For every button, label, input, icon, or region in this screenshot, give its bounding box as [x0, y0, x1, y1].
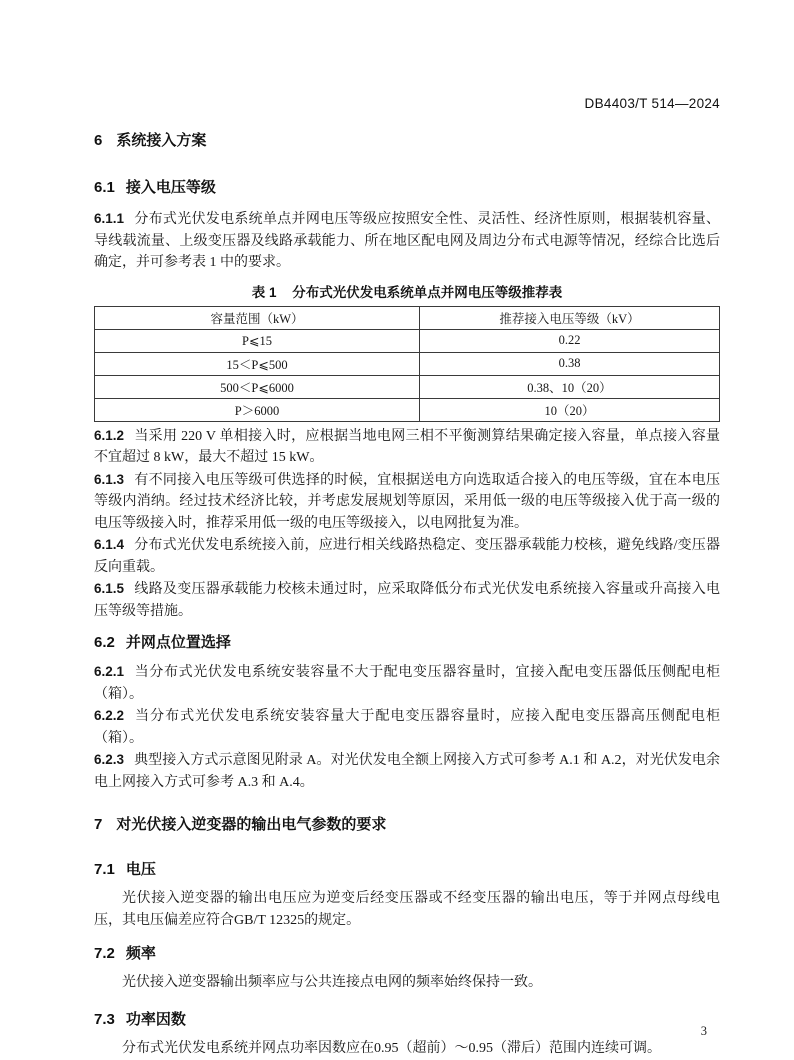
clause-number: 6.2.2	[94, 708, 125, 723]
section-7-3-heading	[94, 1011, 720, 1029]
clause-number: 6.2.3	[94, 752, 125, 767]
cell-voltage: 0.38	[420, 352, 720, 375]
paragraph-7-3: 分布式光伏发电系统并网点功率因数应在0.95（超前）～0.95（滞后）范围内连续可调。	[122, 1041, 661, 1056]
clause-text: 当分布式光伏发电系统安装容量不大于配电变压器容量时，宜接入配电变压器低压侧配电柜（箱）。	[94, 665, 720, 702]
table-row	[95, 329, 720, 352]
section-7-2-heading	[94, 945, 720, 963]
clause-number: 6.1.4	[94, 537, 125, 552]
section-7-1-heading	[94, 861, 720, 879]
cell-capacity: 500＜P⩽6000	[95, 375, 420, 398]
clause-6-2-1	[94, 661, 720, 705]
clause-text: 典型接入方式示意图见附录 A。对光伏发电全额上网接入方式可参考 A.1 和 A.2，对光伏发电余电上网接入方式可参考 A.3 和 A.4。	[94, 753, 720, 790]
clause-number: 6.1.5	[94, 581, 125, 596]
clause-number: 6.1.2	[94, 427, 125, 443]
section-6-2-heading	[94, 634, 720, 652]
section-title: 对光伏接入逆变器的输出电气参数的要求	[116, 816, 387, 833]
section-number: 7	[94, 816, 103, 833]
table-caption-title: 分布式光伏发电系统单点并网电压等级推荐表	[292, 284, 563, 300]
cell-capacity: 15＜P⩽500	[95, 352, 420, 375]
clause-6-1-5	[94, 578, 720, 622]
cell-capacity: P⩽15	[95, 329, 420, 352]
clause-text: 当分布式光伏发电系统安装容量大于配电变压器容量时，应接入配电变压器高压侧配电柜（箱）。	[94, 709, 720, 746]
section-title: 并网点位置选择	[125, 634, 231, 651]
clause-text: 当采用 220 V 单相接入时，应根据当地电网三相不平衡测算结果确定接入容量，单点接入容量不宜超过 8 kW，最大不超过 15 kW。	[94, 428, 720, 465]
section-title: 功率因数	[125, 1011, 186, 1028]
clause-6-2-3	[94, 749, 720, 793]
clause-6-1-3	[94, 469, 720, 535]
clause-number: 6.1.3	[94, 471, 125, 487]
clause-6-2-2	[94, 705, 720, 749]
table-header-row	[95, 306, 720, 329]
clause-text: 有不同接入电压等级可供选择的时候，宜根据送电方向选取适合接入的电压等级，宜在本电压等级内消纳。经过技术经济比较，并考虑发展规划等原因，采用低一级的电压等级接入优于高一级的电压等级接入时，推荐采用低一级的电压等级接入，以电网批复为准。	[94, 472, 720, 531]
section-title: 频率	[125, 945, 156, 962]
clause-number: 6.1.1	[94, 211, 125, 226]
col-header-capacity-range: 容量范围（kW）	[95, 306, 420, 329]
table-caption-label: 表 1	[251, 284, 277, 300]
section-number: 6.2	[94, 634, 115, 651]
section-number: 6.1	[94, 179, 115, 196]
section-title: 接入电压等级	[125, 179, 216, 196]
section-6-1-heading	[94, 179, 720, 197]
cell-voltage: 10（20）	[420, 398, 720, 421]
section-number: 6	[94, 132, 103, 149]
clause-text: 分布式光伏发电系统单点并网电压等级应按照安全性、灵活性、经济性原则，根据装机容量、导线载流量、上级变压器及线路承载能力、所在地区配电网及周边分布式电源等情况，经综合比选后确定，并可参考表 1 中的要求。	[94, 212, 720, 270]
clause-number: 6.2.1	[94, 664, 125, 679]
clause-text: 分布式光伏发电系统接入前，应进行相关线路热稳定、变压器承载能力校核，避免线路/变压器反向重载。	[94, 538, 720, 575]
clause-6-1-4	[94, 534, 720, 578]
table-1	[94, 306, 720, 422]
section-title: 系统接入方案	[116, 132, 207, 149]
doc-code: DB4403/T 514—2024	[584, 96, 720, 111]
section-6-heading	[94, 132, 720, 150]
cell-voltage: 0.38、10（20）	[420, 375, 720, 398]
cell-capacity: P＞6000	[95, 398, 420, 421]
clause-6-1-1	[94, 208, 720, 274]
table-row	[95, 375, 720, 398]
paragraph-7-1: 光伏接入逆变器的输出电压应为逆变后经变压器或不经变压器的输出电压，等于并网点母线电压，其电压偏差应符合GB/T 12325的规定。	[94, 891, 720, 928]
table-1-caption	[94, 284, 720, 301]
clause-6-1-2	[94, 425, 720, 469]
section-number: 7.3	[94, 1011, 115, 1028]
section-title: 电压	[125, 861, 156, 878]
col-header-voltage-level: 推荐接入电压等级（kV）	[420, 306, 720, 329]
cell-voltage: 0.22	[420, 329, 720, 352]
section-7-heading	[94, 816, 720, 834]
section-number: 7.1	[94, 861, 115, 878]
table-row	[95, 352, 720, 375]
paragraph-7-2: 光伏接入逆变器输出频率应与公共连接点电网的频率始终保持一致。	[122, 975, 542, 990]
table-row	[95, 398, 720, 421]
clause-text: 线路及变压器承载能力校核未通过时，应采取降低分布式光伏发电系统接入容量或升高接入电压等级等措施。	[94, 582, 720, 619]
section-number: 7.2	[94, 945, 115, 962]
page-number: 3	[700, 1024, 707, 1038]
